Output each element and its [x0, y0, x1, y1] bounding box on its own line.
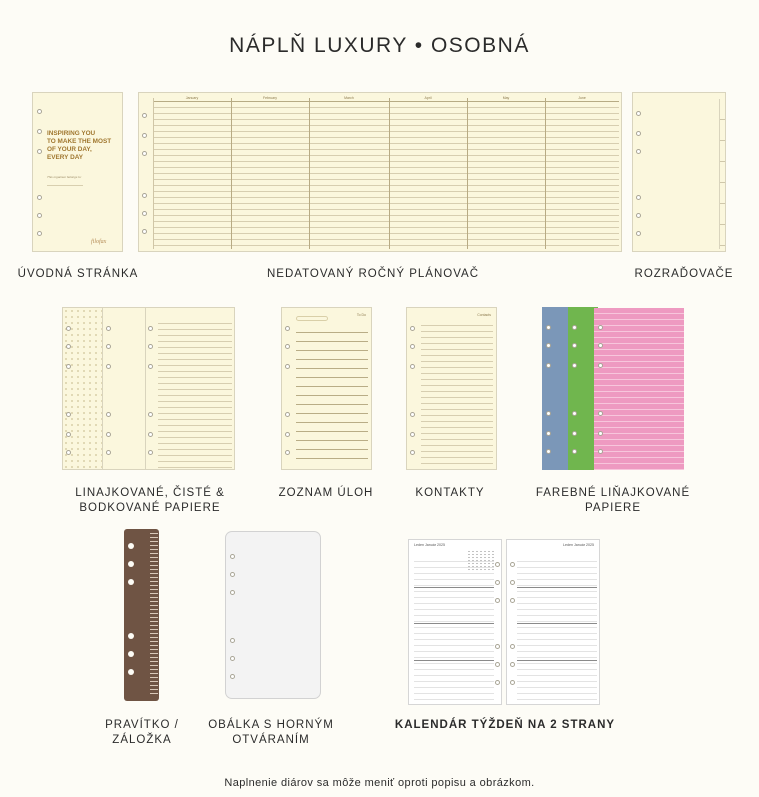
punch-hole [142, 113, 147, 118]
caption-colored-papers: FAREBNÉ LIŇAJKOVANÉ PAPIERE [535, 487, 691, 514]
punch-hole [230, 572, 235, 577]
calendar-right-header: Leden Január 2025 [563, 543, 594, 547]
colored-papers-image [542, 307, 684, 470]
punch-hole [66, 412, 71, 417]
calendar-left-header: Leden Január 2025 [414, 543, 445, 547]
punch-hole [410, 450, 415, 455]
punch-hole [285, 432, 290, 437]
punch-hole [106, 432, 111, 437]
punch-hole [598, 343, 603, 348]
punch-hole [142, 193, 147, 198]
yearly-planner-image [138, 92, 622, 252]
caption-papers: LINAJKOVANÉ, ČISTÉ & BODKOVANÉ PAPIERE [75, 487, 225, 514]
contacts-header: Contacts [477, 313, 491, 317]
punch-hole [230, 638, 235, 643]
punch-hole [285, 344, 290, 349]
punch-hole [636, 195, 641, 200]
punch-hole [410, 326, 415, 331]
punch-hole [230, 554, 235, 559]
punch-hole [106, 344, 111, 349]
punch-hole [106, 326, 111, 331]
punch-hole [510, 662, 515, 667]
punch-hole [546, 325, 551, 330]
punch-hole [495, 598, 500, 603]
punch-hole [572, 363, 577, 368]
punch-hole [37, 195, 42, 200]
punch-hole [598, 363, 603, 368]
filofax-logo: filofax [91, 239, 107, 245]
intro-owner-line: This organiser belongs to: [47, 175, 82, 179]
caption-calendar: KALENDÁR TÝŽDEŇ NA 2 STRANY [394, 719, 616, 731]
punch-hole [636, 149, 641, 154]
caption-todo: ZOZNAM ÚLOH [278, 487, 374, 499]
caption-contacts: KONTAKTY [415, 487, 485, 499]
punch-hole [285, 450, 290, 455]
planner-month: May [502, 96, 510, 100]
calendar-left-page [408, 539, 502, 705]
punch-hole [510, 680, 515, 685]
punch-hole [106, 412, 111, 417]
page-footer: Naplnenie diárov sa môže meniť oproti popisu a obrázkom. [224, 777, 535, 789]
caption-envelope: OBÁLKA S HORNÝM OTVÁRANÍM [208, 719, 334, 746]
punch-hole [66, 450, 71, 455]
punch-hole [37, 213, 42, 218]
punch-hole [230, 590, 235, 595]
punch-hole [510, 580, 515, 585]
punch-hole [598, 325, 603, 330]
punch-hole [66, 432, 71, 437]
punch-hole [495, 562, 500, 567]
punch-hole [106, 450, 111, 455]
punch-hole [572, 325, 577, 330]
caption-intro: ÚVODNÁ STRÁNKA [17, 268, 139, 280]
punch-hole [230, 674, 235, 679]
punch-hole [546, 343, 551, 348]
punch-hole [598, 411, 603, 416]
punch-hole [572, 431, 577, 436]
punch-hole [598, 449, 603, 454]
punch-hole [546, 363, 551, 368]
punch-hole [636, 231, 641, 236]
dividers-image [632, 92, 726, 252]
punch-hole [410, 364, 415, 369]
punch-hole [636, 131, 641, 136]
papers-image [62, 307, 235, 470]
punch-hole [148, 450, 153, 455]
punch-hole [148, 344, 153, 349]
page-title: NÁPLŇ LUXURY • OSOBNÁ [229, 34, 530, 57]
punch-hole [410, 344, 415, 349]
punch-hole [106, 364, 111, 369]
punch-hole [142, 151, 147, 156]
planner-month: April [424, 96, 432, 100]
punch-hole [572, 449, 577, 454]
calendar-right-page [506, 539, 600, 705]
punch-hole [510, 598, 515, 603]
punch-hole [546, 411, 551, 416]
punch-hole [66, 344, 71, 349]
punch-hole [572, 343, 577, 348]
punch-hole [148, 364, 153, 369]
caption-ruler: PRAVÍTKO / ZÁLOŽKA [105, 719, 179, 746]
punch-hole [636, 213, 641, 218]
punch-hole [285, 412, 290, 417]
caption-dividers: ROZRAĎOVAČE [634, 268, 734, 280]
ruler-image [124, 529, 159, 701]
punch-hole [148, 412, 153, 417]
punch-hole [495, 580, 500, 585]
punch-hole [285, 326, 290, 331]
punch-hole [142, 229, 147, 234]
planner-month: June [578, 96, 586, 100]
punch-hole [410, 412, 415, 417]
punch-hole [510, 644, 515, 649]
punch-hole [148, 326, 153, 331]
intro-quote: INSPIRING YOU [47, 130, 96, 137]
punch-hole [37, 129, 42, 134]
punch-hole [142, 133, 147, 138]
intro-page-image: INSPIRING YOU TO MAKE THE MOST OF YOUR DAY, EVERY DAY This organiser belongs to: filofax [32, 92, 123, 252]
punch-hole [37, 231, 42, 236]
punch-hole [495, 644, 500, 649]
punch-hole [495, 680, 500, 685]
punch-hole [66, 364, 71, 369]
punch-hole [66, 326, 71, 331]
punch-hole [142, 211, 147, 216]
punch-hole [410, 432, 415, 437]
punch-hole [636, 111, 641, 116]
punch-hole [598, 431, 603, 436]
punch-hole [37, 149, 42, 154]
caption-planner: NEDATOVANÝ ROČNÝ PLÁNOVAČ [266, 268, 480, 280]
planner-month: March [344, 96, 354, 100]
envelope-image [225, 531, 321, 699]
punch-hole [148, 432, 153, 437]
todo-image [281, 307, 372, 470]
punch-hole [546, 449, 551, 454]
planner-month: February [262, 96, 277, 100]
punch-hole [230, 656, 235, 661]
punch-hole [285, 364, 290, 369]
punch-hole [546, 431, 551, 436]
punch-hole [572, 411, 577, 416]
contacts-image [406, 307, 497, 470]
todo-header: To Do [356, 313, 366, 317]
punch-hole [37, 109, 42, 114]
punch-hole [495, 662, 500, 667]
planner-month: January [185, 96, 199, 100]
punch-hole [510, 562, 515, 567]
